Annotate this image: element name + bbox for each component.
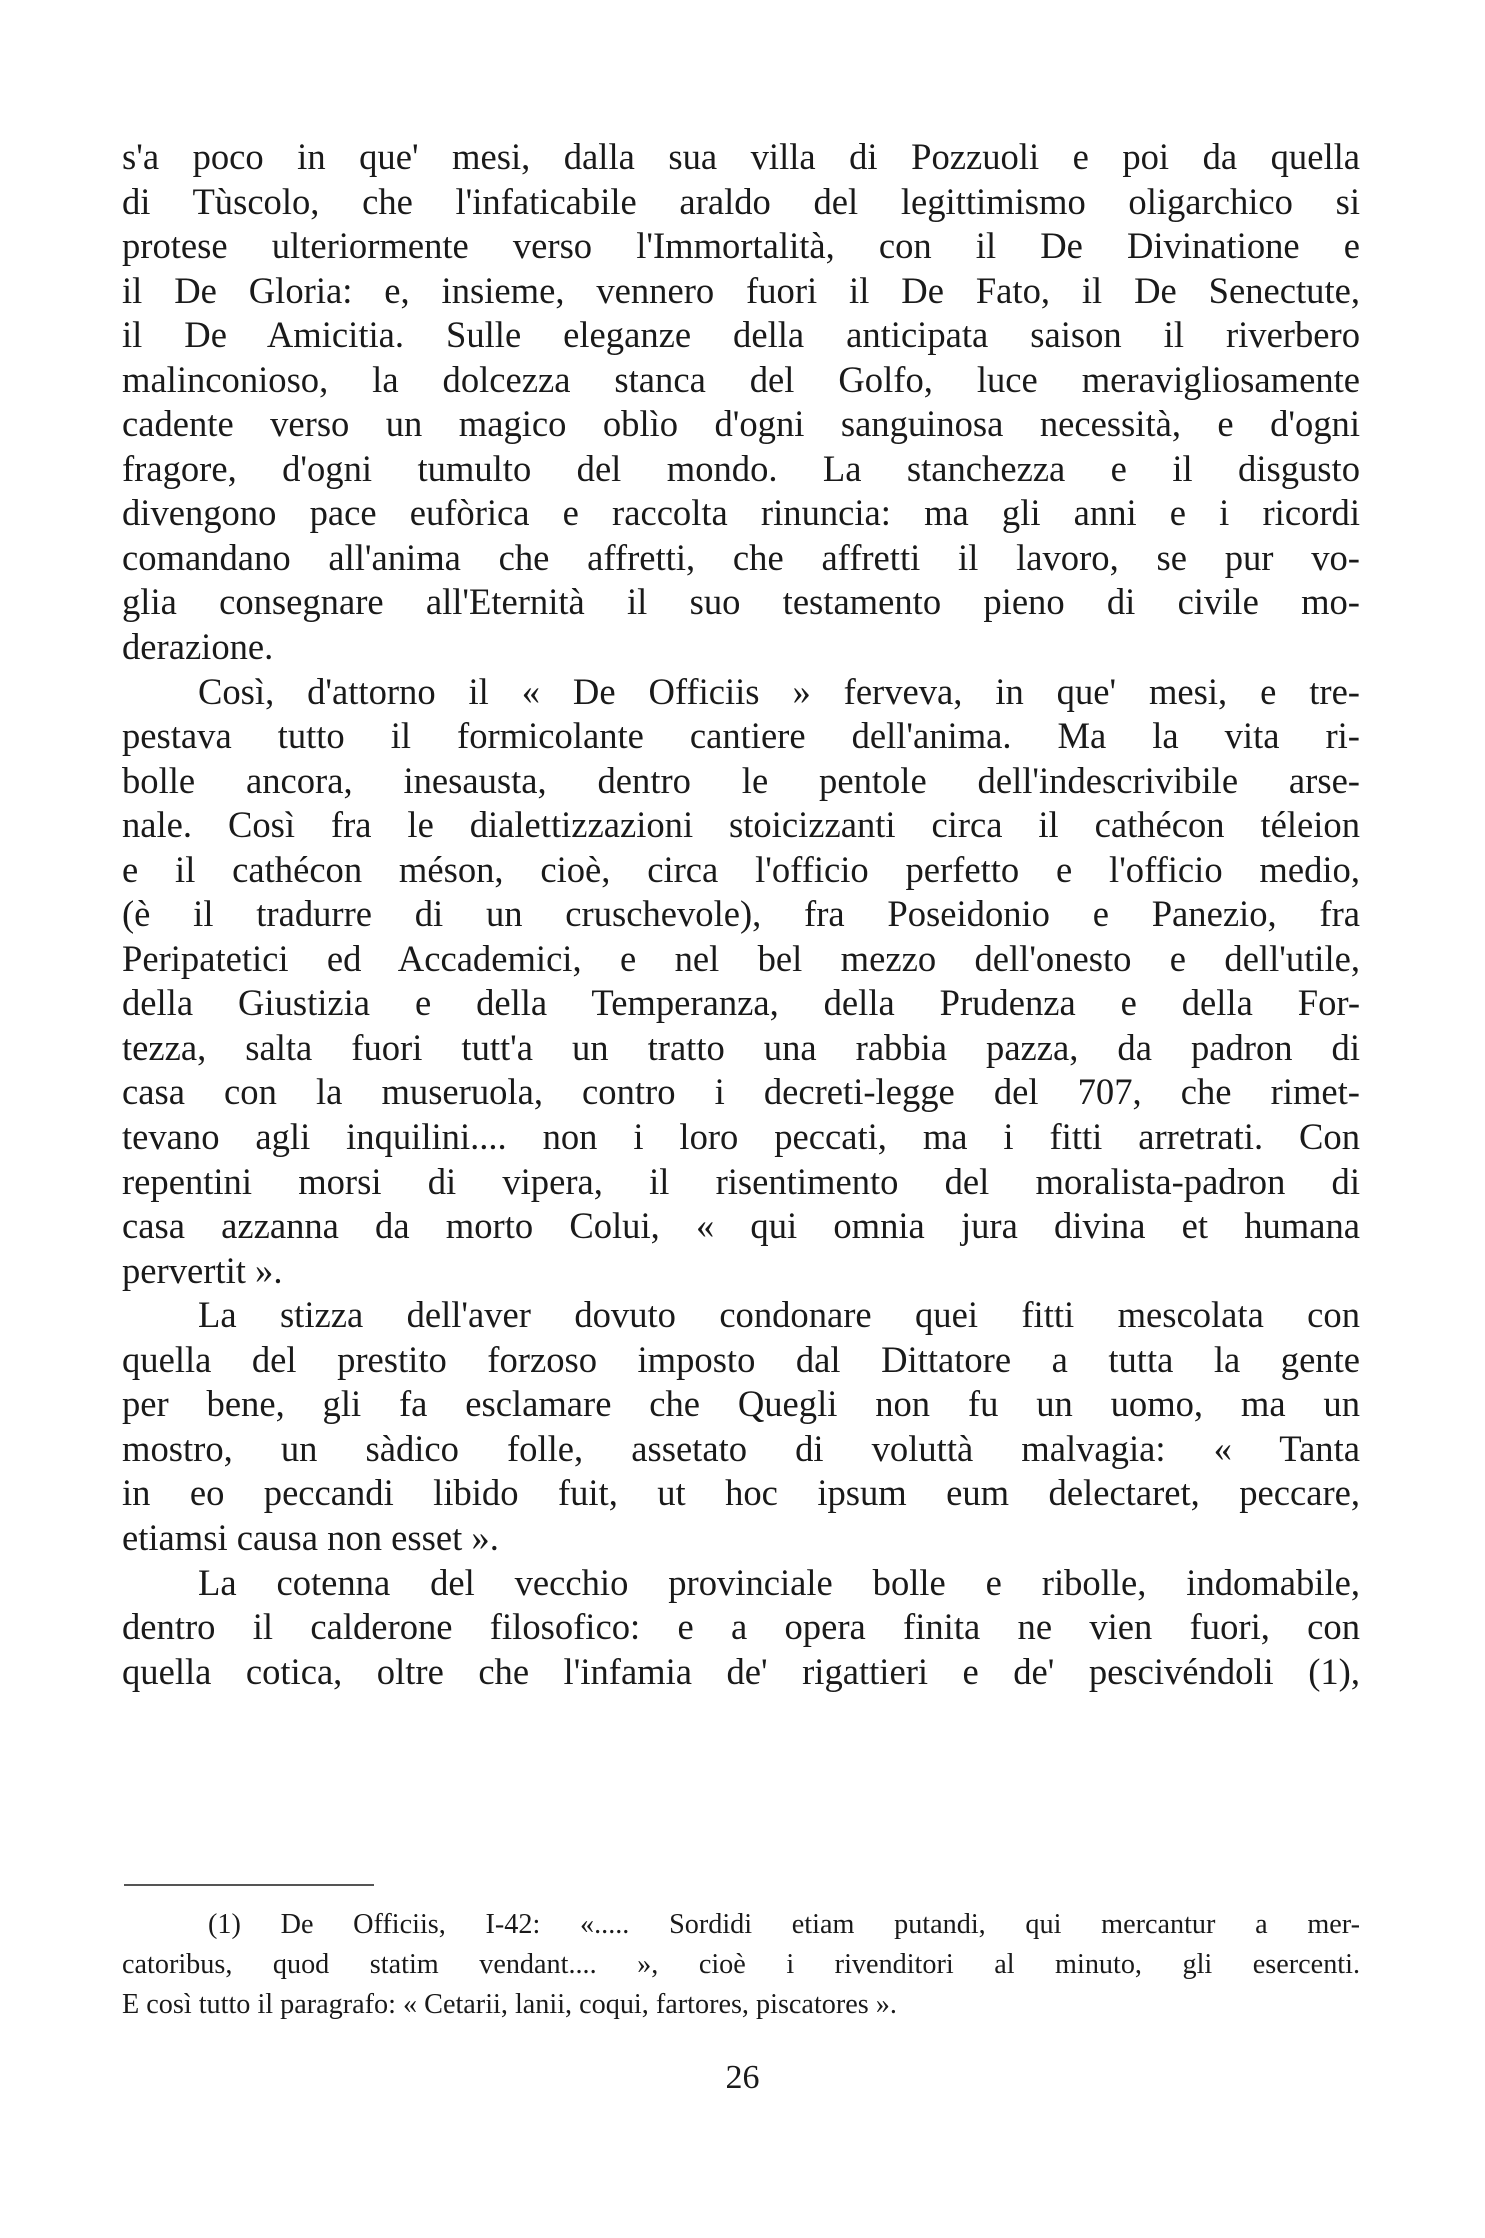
text-line: comandano all'anima che affretti, che affretti il lavoro, se pur vo- xyxy=(122,536,1360,578)
text-line: pestava tutto il formicolante cantiere dell'anima. Ma la vita ri- xyxy=(122,715,1360,757)
text-line: bolle ancora, inesausta, dentro le pentole dell'indescrivibile arse- xyxy=(122,759,1360,801)
footnotes xyxy=(122,1905,1360,2025)
text-line: nale. Così fra le dialettizzazioni stoicizzanti circa il cathécon téleion xyxy=(122,804,1360,846)
text-line: quella cotica, oltre che l'infamia de' rigattieri e de' pescivéndoli (1), xyxy=(122,1650,1360,1692)
text-line: (è il tradurre di un cruschevole), fra Poseidonio e Panezio, fra xyxy=(122,893,1360,935)
text-line: fragore, d'ogni tumulto del mondo. La stanchezza e il disgusto xyxy=(122,447,1360,489)
text-line: tevano agli inquilini.... non i loro peccati, ma i fitti arretrati. Con xyxy=(122,1116,1360,1158)
text-line: repentini morsi di vipera, il risentimento del moralista-padron di xyxy=(122,1160,1360,1202)
footnote-line: E così tutto il paragrafo: « Cetarii, lanii, coqui, fartores, piscatores ». xyxy=(122,1989,897,2020)
text-line: La stizza dell'aver dovuto condonare quei fitti mescolata con xyxy=(198,1294,1360,1336)
text-line: divengono pace eufòrica e raccolta rinuncia: ma gli anni e i ricordi xyxy=(122,492,1360,534)
text-line: dentro il calderone filosofico: e a opera finita ne vien fuori, con xyxy=(122,1606,1360,1648)
text-line: e il cathécon méson, cioè, circa l'officio perfetto e l'officio medio, xyxy=(122,848,1360,890)
footnote-rule xyxy=(124,1884,374,1886)
footnote-line: catoribus, quod statim vendant.... », cioè i rivenditori al minuto, gli esercenti. xyxy=(122,1949,1360,1980)
body-text xyxy=(122,135,1360,1694)
text-line: La cotenna del vecchio provinciale bolle e ribolle, indomabile, xyxy=(198,1561,1360,1603)
text-line: il De Amicitia. Sulle eleganze della anticipata saison il riverbero xyxy=(122,314,1360,356)
text-line: malinconioso, la dolcezza stanca del Golfo, luce meravigliosamente xyxy=(122,358,1360,400)
text-line: glia consegnare all'Eternità il suo testamento pieno di civile mo- xyxy=(122,581,1360,623)
text-line: s'a poco in que' mesi, dalla sua villa di Pozzuoli e poi da quella xyxy=(122,136,1360,177)
text-line: etiamsi causa non esset ». xyxy=(122,1516,499,1558)
text-line: Peripatetici ed Accademici, e nel bel mezzo dell'onesto e dell'utile, xyxy=(122,937,1360,979)
page-number: 26 xyxy=(725,2059,760,2096)
text-line: casa azzanna da morto Colui, « qui omnia jura divina et humana xyxy=(122,1205,1360,1247)
footnote-line: (1) De Officiis, I-42: «..... Sordidi etiam putandi, qui mercantur a mer- xyxy=(208,1909,1360,1940)
text-line: in eo peccandi libido fuit, ut hoc ipsum eum delectaret, peccare, xyxy=(122,1472,1360,1514)
text-line: quella del prestito forzoso imposto dal Dittatore a tutta la gente xyxy=(122,1338,1360,1380)
text-line: tezza, salta fuori tutt'a un tratto una rabbia pazza, da padron di xyxy=(122,1026,1360,1068)
text-line: per bene, gli fa esclamare che Quegli non fu un uomo, ma un xyxy=(122,1383,1360,1425)
text-line: protese ulteriormente verso l'Immortalità, con il De Divinatione e xyxy=(122,225,1360,267)
text-line: casa con la museruola, contro i decreti-legge del 707, che rimet- xyxy=(122,1071,1360,1113)
text-line: il De Gloria: e, insieme, vennero fuori il De Fato, il De Senectute, xyxy=(122,269,1360,311)
text-line: mostro, un sàdico folle, assetato di voluttà malvagia: « Tanta xyxy=(122,1427,1360,1469)
text-line: Così, d'attorno il « De Officiis » ferveva, in que' mesi, e tre- xyxy=(198,670,1360,712)
text-line: di Tùscolo, che l'infaticabile araldo del legittimismo oligarchico si xyxy=(122,180,1360,222)
text-line: pervertit ». xyxy=(122,1249,283,1291)
text-line: della Giustizia e della Temperanza, della Prudenza e della For- xyxy=(122,982,1360,1024)
text-line: derazione. xyxy=(122,626,274,668)
text-line: cadente verso un magico oblìo d'ogni sanguinosa necessità, e d'ogni xyxy=(122,403,1360,445)
